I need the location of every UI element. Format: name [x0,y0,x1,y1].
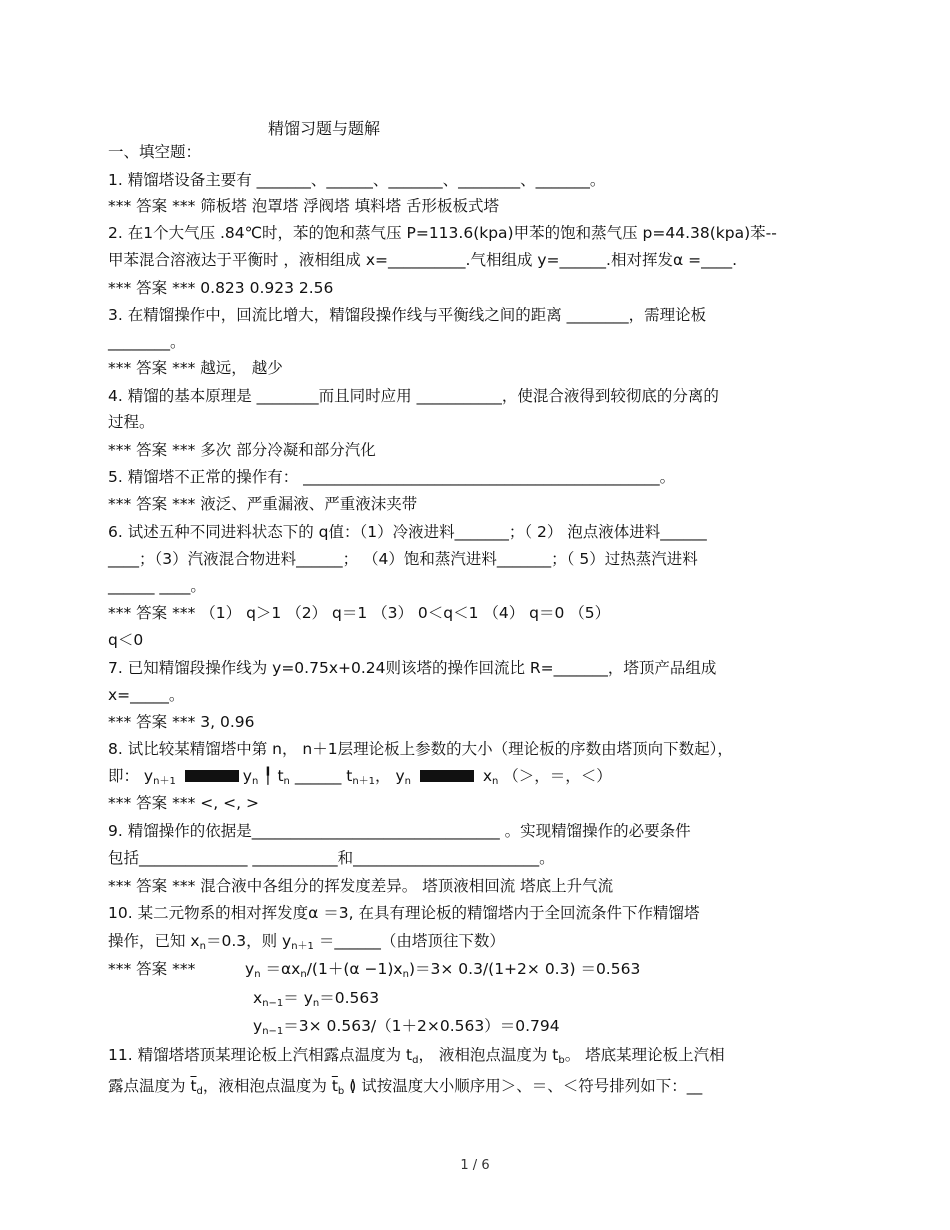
question-2-line1: 2. 在1个大气压 .84℃时，苯的饱和蒸气压 P=113.6(kpa)甲苯的饱和蒸气压 p=44.38(kpa)苯-- [108,224,777,242]
answer-3: *** 答案 *** 越远， 越少 [108,359,283,377]
question-11-line1: 11. 精馏塔塔顶某理论板上汽相露点温度为 $t_d$， 液相泡点温度为 $t_b$。 塔底某理论板上汽相 [108,1046,725,1066]
question-10-line1: 10. 某二元物系的相对挥发度α ＝3, 在具有理论板的精馏塔内于全回流条件下作精馏塔 [108,904,700,922]
answer-10-line1: *** 答案 *** $y_n =\alpha x_n/(1+(\alpha -1)x_n)=3\times 0.3/(1+2\times 0.3) =0.563$ [108,960,641,980]
question-9-line2: 包括______________ ___________和________________________。 [108,849,555,867]
question-4-line2: 过程。 [108,413,155,431]
answer-1: *** 答案 *** 筛板塔 泡罩塔 浮阀塔 填料塔 舌形板板式塔 [108,197,499,215]
question-6-line2: ____；（3）汽液混合物进料______； （4）饱和蒸汽进料_______；（ 5）过热蒸汽进料 [108,550,698,568]
question-4-line1: 4. 精馏的基本原理是 ________而且同时应用 ___________，使混合液得到较彻底的分离的 [108,387,719,405]
question-1: 1. 精馏塔设备主要有 _______、______、_______、________、_______。 [108,171,606,189]
question-10-line2: 操作，已知 $x_n=0.3$，则 $y_{n+1}$ ＝______（由塔顶往下数） [108,932,505,952]
answer-5: *** 答案 *** 液泛、严重漏液、严重液沫夹带 [108,495,418,513]
question-8-line2: 即： $y_{n+1}$ $y_n$ ╿ $t_n$ ______ $t_{n+1}$， $y_n$ $x_n$ （＞，＝，＜） [108,767,612,787]
question-3-line2: ________。 [108,333,186,351]
question-8-line1: 8. 试比较某精馏塔中第 n， n＋1层理论板上参数的大小（理论板的序数由塔顶向下数起）， [108,740,733,758]
question-6-line3: ______ ____。 [108,577,206,595]
answer-7: *** 答案 *** 3, 0.96 [108,713,255,731]
redaction-mark [420,770,474,782]
answer-6-line1: *** 答案 *** （1） q＞1 （2） q＝1 （3） 0＜q＜1 （4） q＝0 （5） [108,604,611,622]
question-5: 5. 精馏塔不正常的操作有： ______________________________________________。 [108,468,676,486]
answer-8: *** 答案 *** <, <, > [108,794,259,812]
question-2-line2: 甲苯混合溶液达于平衡时 ，液相组成 x=__________.气相组成 y=______.相对挥发α =____. [108,251,738,269]
answer-6-line2: q＜0 [108,631,144,649]
question-7-line1: 7. 已知精馏段操作线为 y=0.75x+0.24则该塔的操作回流比 R=_______，塔顶产品组成 [108,659,717,677]
document-page: 精馏习题与题解 一、填空题： 1. 精馏塔设备主要有 _______、______、_______、________、_______。 *** 答案 *** 筛板塔 泡罩塔 浮阀塔 填料塔 舌形板板式塔 2. 在1个大气压 .84℃时，苯的饱和蒸气压 P=113.6(kpa)甲苯的饱和蒸气压 p=44.38(kpa)苯-- 甲苯混合溶液达于平衡时 ，液相组成 x=__________.气相组成 y=______.相对挥发α =____. *** 答案 *** 0.823 0.923 2.56 3. 在精馏操作中，回流比增大，精馏段操作线与平衡线之间的距离 ________，需理论板 ________。 *** 答案 *** 越远， 越少 4. 精馏的基本原理是 ________而且同时应用 ___________，使混合液得到较彻底的分离的 过程。 *** 答案 *** 多次 部分冷凝和部分汽化 5. 精馏塔不正常的操作有： ______________________________________________。 *** 答案 *** 液泛、严重漏液、严重液沫夹带 6. 试述五种不同进料状态下的 q值：（1）冷液进料_______；（ 2） 泡点液体进料______ ____；（3）汽液混合物进料______； （4）饱和蒸汽进料_______；（ 5）过热蒸汽进料 ______ ____。 *** 答案 *** （1） q＞1 （2） q＝1 （3） 0＜q＜1 （4） q＝0 （5） q＜0 7. 已知精馏段操作线为 y=0.75x+0.24则该塔的操作回流比 R=_______，塔顶产品组成 x=_____。 *** 答案 *** 3, 0.96 8. 试比较某精馏塔中第 n， n＋1层理论板上参数的大小（理论板的序数由塔顶向下数起）， 即： $y_{n+1}$ $y_n$ ╿ $t_n$ ______ $t_{n+1}$， $y_n$ $x_n$ （＞，＝，＜） *** 答案 *** <, <, > 9. 精馏操作的依据是________________________________ 。实现精馏操作的必要条件 包括______________ ___________和________________________。 *** 答案 *** 混合液中各组分的挥发度差异。 塔顶液相回流 塔底上升气流 10. 某二元物系的相对挥发度α ＝3, 在具有理论板的精馏塔内于全回流条件下作精馏塔 操作，已知 $x_n=0.3$，则 $y_{n+1}$ ＝______（由塔顶往下数） *** 答案 *** $y_n =\alpha x_n/(1+(\alpha -1)x_n)=3\times 0.3/(1+2\times 0.3) =0.563$ $x_{n-1}= y_n=0.563$ $y_{n-1}=3\times 0.563/(1+2\times 0.563)=0.794$ 11. 精馏塔塔顶某理论板上汽相露点温度为 $t_d$， 液相泡点温度为 $t_b$。 塔底某理论板上汽相 露点温度为 $\overline{t}_d$，液相泡点温度为 $\overline{t}_b$ ≬ 试按温度大小顺序用＞、＝、＜符号排列如下：__ 1 / 6 [0,0,950,1230]
question-7-line2: x=_____。 [108,686,185,704]
question-6-line1: 6. 试述五种不同进料状态下的 q值：（1）冷液进料_______；（ 2） 泡点液体进料______ [108,523,707,541]
answer-9: *** 答案 *** 混合液中各组分的挥发度差异。 塔顶液相回流 塔底上升气流 [108,877,614,895]
answer-4: *** 答案 *** 多次 部分冷凝和部分汽化 [108,441,376,459]
section-heading: 一、填空题： [108,143,202,161]
question-11-line2: 露点温度为 $\overline{t}_d$，液相泡点温度为 $\overline{t}_b$ ≬ 试按温度大小顺序用＞、＝、＜符号排列如下：__ [108,1077,703,1097]
doc-title: 精馏习题与题解 [268,119,381,138]
page-number: 1 / 6 [460,1158,490,1173]
question-3-line1: 3. 在精馏操作中，回流比增大，精馏段操作线与平衡线之间的距离 ________，需理论板 [108,306,707,324]
redaction-mark [185,770,239,782]
question-9-line1: 9. 精馏操作的依据是________________________________ 。实现精馏操作的必要条件 [108,822,691,840]
answer-2: *** 答案 *** 0.823 0.923 2.56 [108,279,334,297]
